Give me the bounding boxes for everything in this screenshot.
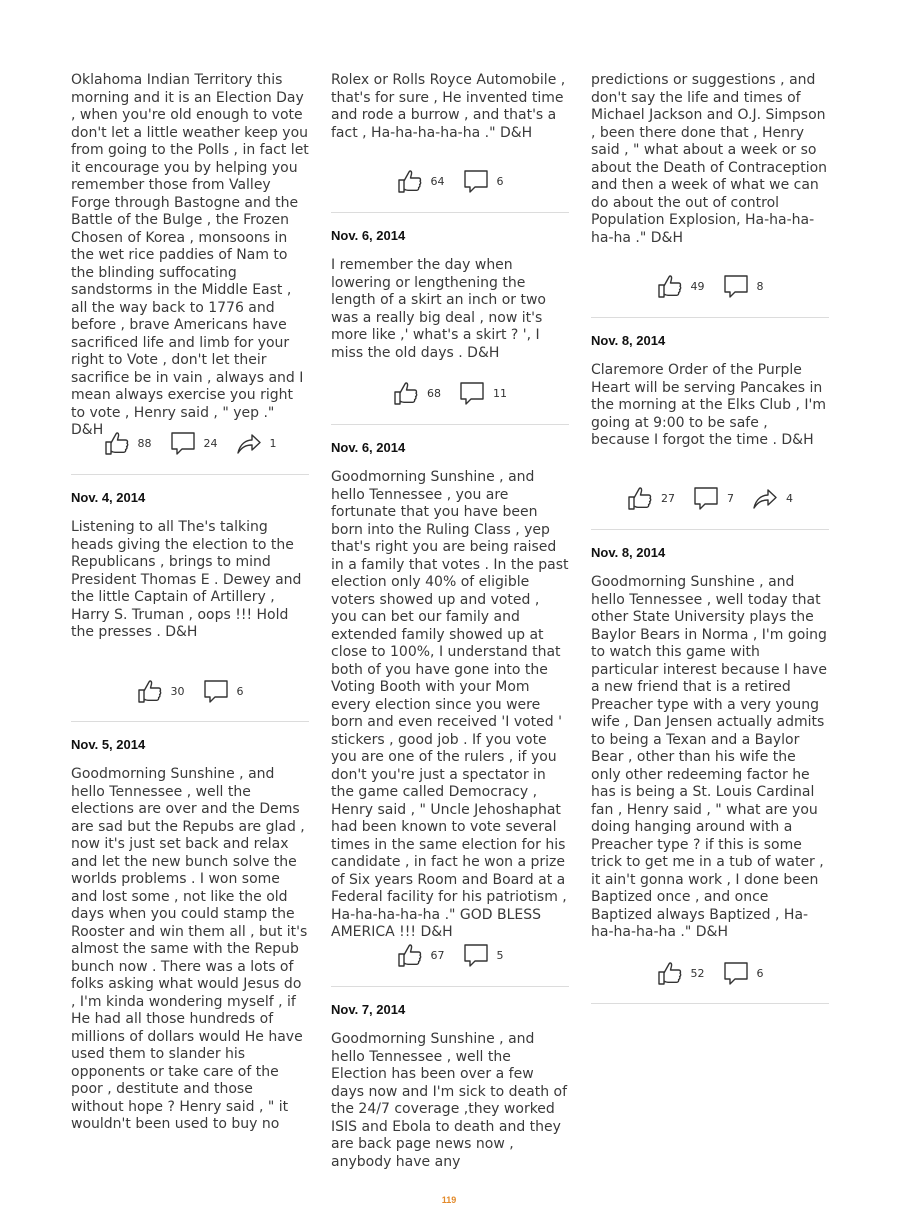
thumbs-up-icon xyxy=(397,168,423,194)
page-number: 119 xyxy=(441,1195,457,1205)
share-icon xyxy=(236,430,262,456)
comment-count: 7 xyxy=(727,491,734,505)
post xyxy=(591,72,829,247)
like-count: 30 xyxy=(170,684,185,698)
comment-button[interactable] xyxy=(693,485,734,511)
comment-count: 11 xyxy=(493,386,507,400)
like-button[interactable] xyxy=(657,273,705,299)
post-text: Goodmorning Sunshine , and hello Tennessee , well the elections are over and the Dems are sad but the Repubs are glad , now it's just set back and relax and let the new bunch solve the worlds problems . I won some and lost some , not like the old days when you could stamp the Rooster and win them all , but it's almost the same with the Repub bunch now . There was a lots of folks asking what would Jesus do , I'm kinda wondering myself , if He had all those hundreds of millions of dollars would He have used them to slander his opponents or take care of the poor , destitute and those without hope ? Henry said , " it wouldn't been used to buy no xyxy=(71,766,308,1132)
post-actions xyxy=(71,676,309,706)
comment-icon xyxy=(723,960,749,986)
share-count: 4 xyxy=(786,491,793,505)
thumbs-up-icon xyxy=(397,942,423,968)
comment-count: 5 xyxy=(496,948,504,962)
post xyxy=(331,257,569,362)
like-count: 52 xyxy=(690,966,705,980)
divider xyxy=(591,529,829,530)
thumbs-up-icon xyxy=(657,273,683,299)
comment-button[interactable] xyxy=(723,960,764,986)
comment-button[interactable] xyxy=(459,380,507,406)
post-actions xyxy=(331,940,569,970)
post-text: Goodmorning Sunshine , and hello Tennessee , you are fortunate that you have been born into the Ruling Class , yep that's right you are being raised in a family that votes . In the past election only 40% of eligible voters showed up and voted , you can bet our family and extended family showed up at close to 100%, I understand that both of you have gone into the Voting Booth with your Mom every election since you were born and even received 'I voted ' stickers , good job . If you vote you are one of the rulers , if you don't you're just a spectator in the game called Democracy , Henry said , " Uncle Jehoshaphat had been known to vote several times in the same election for his candidate , in fact he won a prize of Six years Room and Board at a Federal facility for his patriotism , Ha-ha-ha-ha-ha ." GOD BLESS AMERICA !!! D&H xyxy=(331,469,569,940)
comment-button[interactable] xyxy=(723,273,764,299)
post-date: Nov. 6, 2014 xyxy=(331,440,406,455)
post-text: Goodmorning Sunshine , and hello Tennessee , well the Election has been over a few days now and I'm sick to death of the 24/7 coverage ,they worked ISIS and Ebola to death and they are back page news now , anybody have any xyxy=(331,1031,568,1170)
comment-icon xyxy=(693,485,719,511)
post-date: Nov. 8, 2014 xyxy=(591,545,666,560)
post-text: predictions or suggestions , and don't say the life and times of Michael Jackson and O.J. Simpson , been there done that , Henry said , " what about a week or so about the Death of Contraception and then a week of what we can do about the out of control Population Explosion, Ha-ha-ha-ha-ha ." D&H xyxy=(591,72,828,246)
like-count: 64 xyxy=(430,174,445,188)
comment-icon xyxy=(463,168,489,194)
comment-icon xyxy=(459,380,485,406)
comment-count: 6 xyxy=(756,966,764,980)
post-text: Rolex or Rolls Royce Automobile , that's for sure , He invented time and rode a burrow , and that's a fact , Ha-ha-ha-ha-ha ." D&H xyxy=(331,72,566,141)
post xyxy=(331,72,569,142)
post-date: Nov. 5, 2014 xyxy=(71,737,146,752)
comment-count: 24 xyxy=(203,436,218,450)
divider xyxy=(71,474,309,475)
like-count: 27 xyxy=(661,491,675,505)
post xyxy=(71,766,309,1134)
like-button[interactable] xyxy=(137,678,185,704)
comment-count: 8 xyxy=(756,279,764,293)
comment-icon xyxy=(723,273,749,299)
like-button[interactable] xyxy=(397,942,445,968)
divider xyxy=(331,424,569,425)
thumbs-up-icon xyxy=(137,678,163,704)
like-count: 67 xyxy=(430,948,445,962)
post-text: Claremore Order of the Purple Heart will be serving Pancakes in the morning at the Elks Club , I'm going at 9:00 to be safe , because I forgot the time . D&H xyxy=(591,362,827,448)
post xyxy=(71,72,309,440)
comment-count: 6 xyxy=(236,684,244,698)
comment-icon xyxy=(203,678,229,704)
post-actions xyxy=(331,166,569,196)
post xyxy=(591,362,829,450)
post-text: Listening to all The's talking heads giving the election to the Republicans , brings to mind President Thomas E . Dewey and the little Captain of Artillery , Harry S. Truman , oops !!! Hold the presses . D&H xyxy=(71,519,302,640)
post-text: I remember the day when lowering or lengthening the length of a skirt an inch or two was a really big deal , now it's more like ,' what's a skirt ? ', I miss the old days . D&H xyxy=(331,257,546,361)
post-actions xyxy=(591,958,829,988)
post-actions xyxy=(591,483,829,513)
like-button[interactable] xyxy=(393,380,441,406)
post xyxy=(591,574,829,942)
thumbs-up-icon xyxy=(104,430,130,456)
post-date: Nov. 4, 2014 xyxy=(71,490,146,505)
comment-count: 6 xyxy=(496,174,504,188)
post-date: Nov. 8, 2014 xyxy=(591,333,666,348)
thumbs-up-icon xyxy=(393,380,419,406)
like-button[interactable] xyxy=(657,960,705,986)
post-actions xyxy=(71,428,309,458)
comment-icon xyxy=(170,430,196,456)
divider xyxy=(591,1003,829,1004)
like-button[interactable] xyxy=(397,168,445,194)
divider xyxy=(331,212,569,213)
post-date: Nov. 6, 2014 xyxy=(331,228,406,243)
comment-button[interactable] xyxy=(203,678,244,704)
post xyxy=(331,469,569,942)
comment-icon xyxy=(463,942,489,968)
divider xyxy=(331,986,569,987)
like-button[interactable] xyxy=(104,430,152,456)
thumbs-up-icon xyxy=(627,485,653,511)
comment-button[interactable] xyxy=(463,168,504,194)
like-count: 49 xyxy=(690,279,705,293)
divider xyxy=(591,317,829,318)
share-count: 1 xyxy=(269,436,277,450)
comment-button[interactable] xyxy=(463,942,504,968)
post-actions xyxy=(591,271,829,301)
like-count: 68 xyxy=(427,386,441,400)
post-text: Goodmorning Sunshine , and hello Tennessee , well today that other State University plays the Baylor Bears in Norma , I'm going to watch this game with particular interest because I have a new friend that is a retired Preacher type with a very young wife , Dan Jensen actually admits to being a Texan and a Baylor Bear , other than his wife the only other redeeming factor he has is being a St. Louis Cardinal fan , Henry said , " what are you doing hanging around with a Preacher type ? if this is some trick to get me in a tub of water , it ain't gonna work , I done been Baptized once , and once Baptized always Baptized , Ha-ha-ha-ha-ha ." D&H xyxy=(591,574,827,940)
share-button[interactable] xyxy=(236,430,277,456)
like-button[interactable] xyxy=(627,485,675,511)
post-date: Nov. 7, 2014 xyxy=(331,1002,406,1017)
post xyxy=(71,519,309,642)
share-button[interactable] xyxy=(752,485,793,511)
comment-button[interactable] xyxy=(170,430,218,456)
divider xyxy=(71,721,309,722)
like-count: 88 xyxy=(137,436,152,450)
post xyxy=(331,1031,569,1171)
post-actions xyxy=(331,378,569,408)
share-icon xyxy=(752,485,778,511)
thumbs-up-icon xyxy=(657,960,683,986)
post-text: Oklahoma Indian Territory this morning and it is an Election Day , when you're old enough to vote don't let a little weather keep you from going to the Polls , in fact let it encourage you by helping you remember those from Valley Forge through Bastogne and the Battle of the Bulge , the Frozen Chosen of Korea , monsoons in the wet rice paddies of Nam to the blinding suffocating sandstorms in the Middle East , all the way back to 1776 and before , brave Americans have sacrificed life and limb for your right to Vote , don't let their sacrifice be in vain , always and I mean always exercise you right to vote , Henry said , " yep ." D&H xyxy=(71,72,309,438)
